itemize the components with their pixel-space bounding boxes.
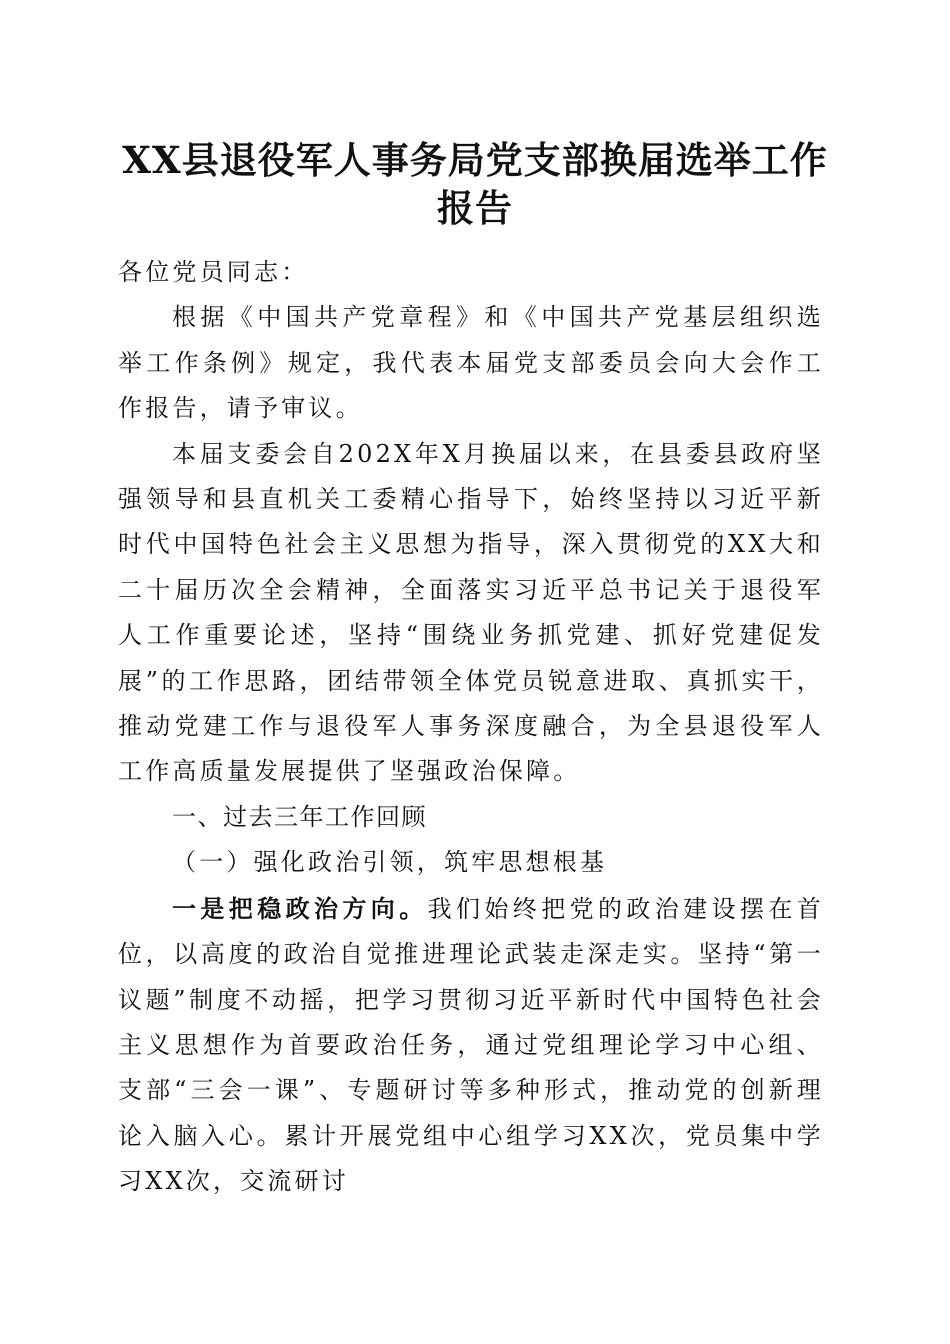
salutation: 各位党员同志： <box>118 258 309 286</box>
section-heading: 一、过去三年工作回顾 <box>172 802 427 831</box>
subsection-heading: （一）强化政治引领，筑牢思想根基 <box>172 848 608 877</box>
point-lead: 一是把稳政治方向。 <box>172 893 428 923</box>
document-body <box>118 250 824 1205</box>
paragraph-summary: 本届支委会自202X年X月换届以来，在县委县政府坚强领导和县直机关工委精心指导下，始终坚持以习近平新时代中国特色社会主义思想为指导，深入贯彻党的XX大和二十届历次全会精神，全面落实习近平总书记关于退役军人工作重要论述，坚持“围绕业务抓党建、抓好党建促发展”的工作思路，团结带领全体党员锐意进取、真抓实干，推动党建工作与退役军人事务深度融合，为全县退役军人工作高质量发展提供了坚强政治保障。 <box>118 439 824 786</box>
paragraph-point-one <box>118 886 824 1205</box>
point-text: 我们始终把党的政治建设摆在首位，以高度的政治自觉推进理论武装走深走实。坚持“第一议题”制度不动摇，把学习贯彻习近平新时代中国特色社会主义思想作为首要政治任务，通过党组理论学习中心组、支部“三会一课”、专题研讨等多种形式，推动党的创新理论入脑入心。累计开展党组中心组学习XX次，党员集中学习XX次，交流研讨 <box>118 894 824 1196</box>
document-title: XX县退役军人事务局党支部换届选举工作报告 <box>122 138 828 230</box>
paragraph-intro: 根据《中国共产党章程》和《中国共产党基层组织选举工作条例》规定，我代表本届党支部委员会向大会作工作报告，请予审议。 <box>118 303 824 423</box>
